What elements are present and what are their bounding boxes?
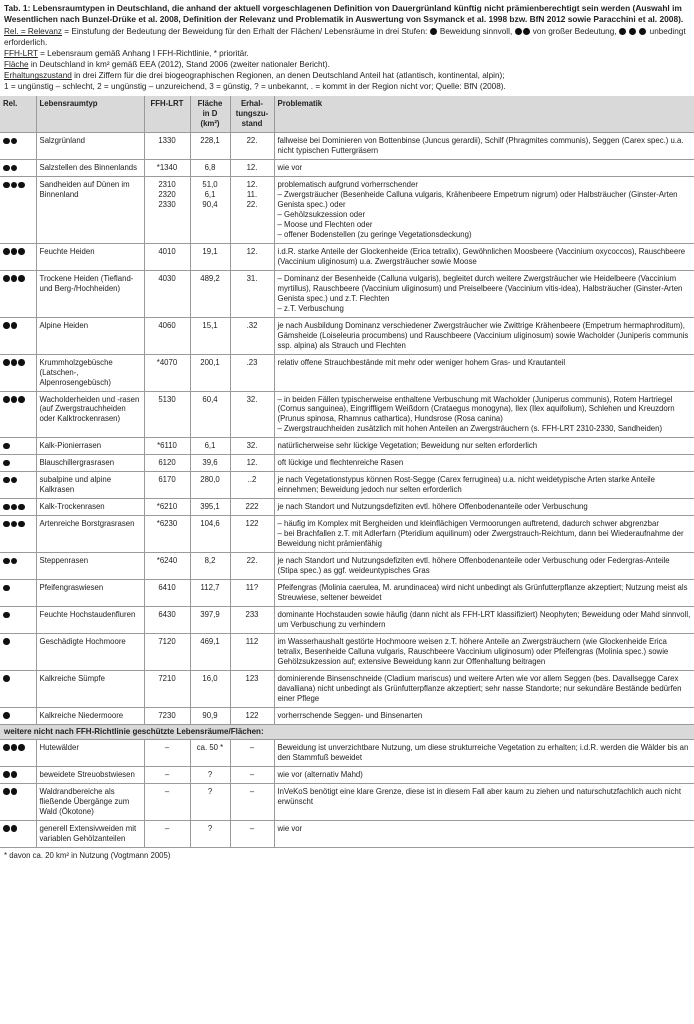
lebensraumtyp-cell: Hutewälder bbox=[36, 739, 144, 766]
problematik-line: – häufig im Komplex mit Bergheiden und kleinflächigen Vermoorungen auftretend, dadurch schwer abgrenzbar bbox=[277, 519, 659, 529]
dot-icon bbox=[430, 28, 437, 35]
dot-icon bbox=[3, 612, 10, 619]
problematik-cell bbox=[274, 499, 694, 516]
ffh-lrt-cell: 4030 bbox=[144, 270, 190, 317]
dot-icon bbox=[18, 359, 25, 366]
note-ez-scale: 1 = ungünstig – schlecht, 2 = ungünstig – unzureichend, 3 = günstig, ? = unbekannt, . = kommt in der Region nicht vor; Quelle: BfN (2008). bbox=[4, 82, 506, 92]
dot-icon bbox=[11, 788, 18, 795]
lebensraumtyp-cell: Krummholzgebüsche (Latschen-, Alpenrosengebüsch) bbox=[36, 354, 144, 391]
lebensraumtyp-cell: subalpine und alpine Kalkrasen bbox=[36, 472, 144, 499]
table-row bbox=[0, 438, 694, 455]
problematik-cell bbox=[274, 820, 694, 847]
table-row bbox=[0, 354, 694, 391]
dot-icon bbox=[11, 359, 18, 366]
ffh-lrt-cell: *6110 bbox=[144, 438, 190, 455]
dot-icon bbox=[3, 521, 10, 528]
dot-icon bbox=[3, 744, 10, 751]
dot-icon bbox=[3, 504, 10, 511]
table-row bbox=[0, 317, 694, 354]
dot-icon bbox=[18, 248, 25, 255]
dot-icon bbox=[3, 585, 10, 592]
problematik-line: im Wasserhaushalt gestörte Hochmoore weisen z.T. höhere Anteile an Zwergsträuchern (wie Glockenheide Erica tetralix, Besenheide Calluna vulgaris, Rauschbeere Vaccinium uliginosum) oder Pfeifengras (Molinia spec.) sowie Gehölzsukzession auf; extensive Beweidung kann zur Offenhaltung beitragen bbox=[277, 636, 669, 666]
problematik-line: – offener Bodenstellen (zu geringe Vegetationsdeckung) bbox=[277, 229, 472, 239]
table-row bbox=[0, 553, 694, 580]
ffh-lrt-cell: 1330 bbox=[144, 133, 190, 160]
flaeche-cell: ? bbox=[190, 783, 230, 820]
lebensraumtyp-cell: Artenreiche Borstgrasrasen bbox=[36, 516, 144, 553]
ffh-lrt-cell: 7120 bbox=[144, 633, 190, 670]
problematik-line: wie vor bbox=[277, 163, 303, 173]
lebensraumtyp-cell: Kalkreiche Niedermoore bbox=[36, 707, 144, 724]
table-row bbox=[0, 766, 694, 783]
header-ffh-lrt: FFH-LRT bbox=[144, 96, 190, 132]
problematik-line: wie vor bbox=[277, 823, 303, 833]
problematik-cell bbox=[274, 317, 694, 354]
table-row bbox=[0, 670, 694, 707]
flaeche-cell: 90,9 bbox=[190, 707, 230, 724]
flaeche-cell: 228,1 bbox=[190, 133, 230, 160]
dot-icon bbox=[3, 825, 10, 832]
problematik-line: – in beiden Fällen typischerweise enthaltene Verbuschung mit Wacholder (Juniperus communis), Rotem Hartriegel (Cornus sanguinea), Eingriffligem Weißdorn (Crataegus monogyna), Ilex (Ilex aquifolium), Schlehen und Kreuzdorn (Prunus spinosa, Rhamnus cathartica), Hundsrose (Rosa canina) bbox=[277, 394, 675, 424]
relevance-dots bbox=[0, 438, 36, 455]
flaeche-cell: ca. 50 * bbox=[190, 739, 230, 766]
dot-icon bbox=[3, 396, 10, 403]
dot-icon bbox=[11, 322, 18, 329]
erhaltungszustand-cell: 12. 11. 22. bbox=[230, 177, 274, 244]
lebensraumtyp-cell: Wacholderheiden und -rasen (auf Zwergstrauchheiden oder Kalktrockenrasen) bbox=[36, 391, 144, 438]
problematik-cell bbox=[274, 438, 694, 455]
problematik-cell bbox=[274, 354, 694, 391]
table-row bbox=[0, 607, 694, 634]
dot-icon bbox=[11, 182, 18, 189]
header-flaeche: Fläche in D (km²) bbox=[190, 96, 230, 132]
lebensraumtyp-cell: Blauschillergrasrasen bbox=[36, 455, 144, 472]
table-row bbox=[0, 133, 694, 160]
lebensraumtyp-cell: Kalk-Trockenrasen bbox=[36, 499, 144, 516]
problematik-line: Pfeifengras (Molinia caerulea, M. arundinacea) wird nicht unbedingt als Grünfutterpflanze akzeptiert; Nutzung meist als Streuwiese, seltener beweidet bbox=[277, 583, 688, 603]
flaeche-cell: 112,7 bbox=[190, 580, 230, 607]
table-row bbox=[0, 516, 694, 553]
problematik-cell bbox=[274, 270, 694, 317]
table-caption: Tab. 1: Lebensraumtypen in Deutschland, die anhand der aktuell vorgeschlagenen Definition von Dauergrünland künftig nicht prämienberechtigt sein werden (Auswahl im Wesentlichen nach Bunzel-Drüke et al. 2008, Definition der Relevanz und Problematik in Auswertung von Ssymanck et al. 1998 bzw. BfN 2012 sowie Paracchini et al. 2008). bbox=[4, 3, 684, 25]
dot-icon bbox=[11, 558, 18, 565]
erhaltungszustand-cell: 233 bbox=[230, 607, 274, 634]
lebensraumtyp-cell: Geschädigte Hochmoore bbox=[36, 633, 144, 670]
relevance-dots bbox=[0, 499, 36, 516]
relevance-dots bbox=[0, 317, 36, 354]
footnote: * davon ca. 20 km² in Nutzung (Vogtmann 2005) bbox=[4, 850, 171, 860]
dot-icon bbox=[11, 504, 18, 511]
erhaltungszustand-cell: – bbox=[230, 820, 274, 847]
ffh-lrt-cell: – bbox=[144, 739, 190, 766]
table-row bbox=[0, 707, 694, 724]
dot-icon bbox=[11, 396, 18, 403]
ffh-lrt-cell: 6430 bbox=[144, 607, 190, 634]
table-row bbox=[0, 633, 694, 670]
problematik-line: dominante Hochstauden sowie häufig (dann nicht als FFH-LRT klassifiziert) Neophyten; Beweidung oder Mahd sinnvoll, um Verbuschung zu verhindern bbox=[277, 610, 691, 629]
dot-icon bbox=[3, 248, 10, 255]
dot-icon bbox=[11, 477, 18, 484]
problematik-cell bbox=[274, 783, 694, 820]
relevance-dots bbox=[0, 783, 36, 820]
flaeche-cell: 19,1 bbox=[190, 243, 230, 270]
erhaltungszustand-cell: ..2 bbox=[230, 472, 274, 499]
problematik-line: InVeKoS benötigt eine klare Grenze, diese ist in diesem Fall aber kaum zu ziehen und naturschutzfachlich auch nicht erwünscht bbox=[277, 786, 682, 806]
relevance-dots bbox=[0, 455, 36, 472]
problematik-cell bbox=[274, 580, 694, 607]
ffh-lrt-cell: – bbox=[144, 766, 190, 783]
lebensraumtyp-cell: Feuchte Heiden bbox=[36, 243, 144, 270]
flaeche-cell: 280,0 bbox=[190, 472, 230, 499]
dot-icon bbox=[3, 675, 10, 682]
erhaltungszustand-cell: 123 bbox=[230, 670, 274, 707]
lebensraumtyp-cell: Pfeifengraswiesen bbox=[36, 580, 144, 607]
dot-icon bbox=[18, 744, 25, 751]
dot-icon bbox=[619, 28, 626, 35]
problematik-line: je nach Standort und Nutzungsdefiziten evtl. höhere Offenbodenanteile oder Verbuschung bbox=[277, 502, 588, 512]
erhaltungszustand-cell: 12. bbox=[230, 160, 274, 177]
flaeche-cell: ? bbox=[190, 766, 230, 783]
lebensraumtyp-cell: Sandheiden auf Dünen im Binnenland bbox=[36, 177, 144, 244]
dot-icon bbox=[3, 712, 10, 719]
dot-icon bbox=[3, 322, 10, 329]
problematik-cell bbox=[274, 607, 694, 634]
erhaltungszustand-cell: 222 bbox=[230, 499, 274, 516]
problematik-line: vorherrschende Seggen- und Binsenarten bbox=[277, 710, 423, 720]
erhaltungszustand-cell: 12. bbox=[230, 455, 274, 472]
dot-icon bbox=[18, 182, 25, 189]
ffh-lrt-cell: *6210 bbox=[144, 499, 190, 516]
dot-icon bbox=[18, 521, 25, 528]
flaeche-cell: 51,0 6,1 90,4 bbox=[190, 177, 230, 244]
problematik-line: – Moose und Flechten oder bbox=[277, 219, 373, 229]
problematik-line: – bei Brachfallen z.T. mit Adlerfarn (Pteridium aquilinum) oder Zwergstrauch-Reichtum, dann bei Wiederaufnahme der Beweidung nicht prämienfähig bbox=[277, 529, 684, 549]
problematik-cell bbox=[274, 766, 694, 783]
flaeche-cell: 60,4 bbox=[190, 391, 230, 438]
erhaltungszustand-cell: .23 bbox=[230, 354, 274, 391]
lebensraumtyp-cell: Salzgrünland bbox=[36, 133, 144, 160]
dot-icon bbox=[629, 28, 636, 35]
lebensraumtyp-cell: Kalkreiche Sümpfe bbox=[36, 670, 144, 707]
erhaltungszustand-cell: 22. bbox=[230, 553, 274, 580]
erhaltungszustand-cell: 12. bbox=[230, 243, 274, 270]
erhaltungszustand-cell: 122 bbox=[230, 516, 274, 553]
dot-icon bbox=[18, 275, 25, 282]
ffh-lrt-cell: 4060 bbox=[144, 317, 190, 354]
relevance-dots bbox=[0, 766, 36, 783]
flaeche-cell: 104,6 bbox=[190, 516, 230, 553]
flaeche-cell: 39,6 bbox=[190, 455, 230, 472]
lebensraumtyp-cell: beweidete Streuobstwiesen bbox=[36, 766, 144, 783]
relevance-dots bbox=[0, 707, 36, 724]
dot-icon bbox=[11, 138, 18, 145]
problematik-line: natürlicherweise sehr lückige Vegetation; Beweidung nur selten erforderlich bbox=[277, 441, 538, 451]
table-row bbox=[0, 243, 694, 270]
lebensraumtyp-cell: Kalk-Pionierrasen bbox=[36, 438, 144, 455]
lebensraumtyp-cell: Trockene Heiden (Tiefland- und Berg-/Hochheiden) bbox=[36, 270, 144, 317]
problematik-line: oft lückige und flechtenreiche Rasen bbox=[277, 458, 404, 468]
lebensraumtyp-cell: Salzstellen des Binnenlands bbox=[36, 160, 144, 177]
erhaltungszustand-cell: – bbox=[230, 766, 274, 783]
erhaltungszustand-cell: 32. bbox=[230, 438, 274, 455]
flaeche-cell: 15,1 bbox=[190, 317, 230, 354]
flaeche-cell: 16,0 bbox=[190, 670, 230, 707]
erhaltungszustand-cell: 22. bbox=[230, 133, 274, 160]
ffh-lrt-cell: 7210 bbox=[144, 670, 190, 707]
table-row bbox=[0, 472, 694, 499]
header-lebensraumtyp: Lebensraumtyp bbox=[36, 96, 144, 132]
lebensraumtyp-cell: Steppenrasen bbox=[36, 553, 144, 580]
flaeche-cell: 469,1 bbox=[190, 633, 230, 670]
flaeche-cell: 8,2 bbox=[190, 553, 230, 580]
section-header-row bbox=[0, 724, 694, 739]
ffh-lrt-cell: 6410 bbox=[144, 580, 190, 607]
habitat-table bbox=[0, 96, 694, 847]
relevance-dots bbox=[0, 243, 36, 270]
dot-icon bbox=[11, 825, 18, 832]
lebensraumtyp-cell: Feuchte Hochstaudenfluren bbox=[36, 607, 144, 634]
problematik-cell bbox=[274, 707, 694, 724]
problematik-line: relativ offene Strauchbestände mit mehr oder weniger hohem Gras- und Krautanteil bbox=[277, 357, 566, 367]
problematik-cell bbox=[274, 633, 694, 670]
dot-icon bbox=[639, 28, 646, 35]
relevance-dots bbox=[0, 739, 36, 766]
relevance-dots bbox=[0, 670, 36, 707]
flaeche-cell: 489,2 bbox=[190, 270, 230, 317]
relevance-dots bbox=[0, 270, 36, 317]
table-row bbox=[0, 391, 694, 438]
dot-icon bbox=[3, 477, 10, 484]
ffh-lrt-cell: 6120 bbox=[144, 455, 190, 472]
table-row bbox=[0, 783, 694, 820]
problematik-cell bbox=[274, 516, 694, 553]
erhaltungszustand-cell: 122 bbox=[230, 707, 274, 724]
relevance-dots bbox=[0, 607, 36, 634]
lebensraumtyp-cell: Waldrandbereiche als fließende Übergänge zum Wald (Ökotone) bbox=[36, 783, 144, 820]
dot-icon bbox=[3, 638, 10, 645]
relevance-dots bbox=[0, 580, 36, 607]
problematik-line: wie vor (alternativ Mahd) bbox=[277, 769, 363, 779]
dot-icon bbox=[3, 165, 10, 172]
erhaltungszustand-cell: 11? bbox=[230, 580, 274, 607]
relevance-dots bbox=[0, 160, 36, 177]
dot-icon bbox=[11, 275, 18, 282]
ffh-lrt-cell: 6170 bbox=[144, 472, 190, 499]
lebensraumtyp-cell: generell Extensivweiden mit variablen Gehölzanteilen bbox=[36, 820, 144, 847]
ffh-lrt-cell: 2310 2320 2330 bbox=[144, 177, 190, 244]
problematik-line: Beweidung ist unverzichtbare Nutzung, um diese strukturreiche Vegetation zu erhalten; i.d.R. werden die Wälder bis an den Stammfuß beweidet bbox=[277, 742, 689, 762]
dot-icon bbox=[3, 359, 10, 366]
problematik-line: – Gehölzsukzession oder bbox=[277, 209, 366, 219]
dot-icon bbox=[3, 275, 10, 282]
lebensraumtyp-cell: Alpine Heiden bbox=[36, 317, 144, 354]
dot-icon bbox=[523, 28, 530, 35]
table-row bbox=[0, 455, 694, 472]
note-relevanz: Rel. = Relevanz = Einstufung der Bedeutung der Beweidung für den Erhalt der Flächen/ Lebensräume in drei Stufen: Beweidung sinnvoll, von großer Bedeutung, unbedingt erforderlich. bbox=[4, 27, 686, 48]
dot-icon bbox=[3, 460, 10, 467]
relevance-dots bbox=[0, 354, 36, 391]
note-flaeche: Fläche in Deutschland in km² gemäß EEA (2012), Stand 2006 (zweiter nationaler Bericht). bbox=[4, 60, 330, 70]
relevance-dots bbox=[0, 472, 36, 499]
problematik-line: dominierende Binsenschneide (Cladium mariscus) und weitere Arten wie vor allem Seggen (bes. Davallsegge Carex davalliana) nicht unbedingt als Grünfutterpflanze akzeptiert; sehr nasse Standorte; nur sekundäre Bestände bedürfen einer Pflege bbox=[277, 673, 682, 703]
ffh-lrt-cell: *6240 bbox=[144, 553, 190, 580]
table-header-row bbox=[0, 96, 694, 132]
note-erhaltungszustand: Erhaltungszustand in drei Ziffern für die drei biogeographischen Regionen, an denen Deutschland Anteil hat (atlantisch, kontinental, alpin); bbox=[4, 71, 505, 81]
problematik-cell bbox=[274, 739, 694, 766]
relevance-dots bbox=[0, 820, 36, 847]
problematik-cell bbox=[274, 177, 694, 244]
problematik-cell bbox=[274, 553, 694, 580]
dot-icon bbox=[18, 396, 25, 403]
problematik-cell bbox=[274, 472, 694, 499]
ffh-lrt-cell: *1340 bbox=[144, 160, 190, 177]
dot-icon bbox=[3, 558, 10, 565]
ffh-lrt-cell: *4070 bbox=[144, 354, 190, 391]
erhaltungszustand-cell: 31. bbox=[230, 270, 274, 317]
erhaltungszustand-cell: .32 bbox=[230, 317, 274, 354]
table-row bbox=[0, 739, 694, 766]
dot-icon bbox=[3, 182, 10, 189]
ffh-lrt-cell: – bbox=[144, 820, 190, 847]
legend-notes bbox=[0, 25, 694, 93]
problematik-line: i.d.R. starke Anteile der Glockenheide (Erica tetralix), Gewöhnlichen Moosbeere (Vaccinium oxycoccos), Rauschbeere (Vaccinium uliginosum) u.a. Zwergsträucher sowie Moose bbox=[277, 246, 686, 266]
dot-icon bbox=[3, 788, 10, 795]
problematik-line: – z.T. Verbuschung bbox=[277, 303, 344, 313]
relevance-dots bbox=[0, 553, 36, 580]
flaeche-cell: 397,9 bbox=[190, 607, 230, 634]
dot-icon bbox=[515, 28, 522, 35]
flaeche-cell: ? bbox=[190, 820, 230, 847]
header-problematik: Problematik bbox=[274, 96, 694, 132]
flaeche-cell: 395,1 bbox=[190, 499, 230, 516]
dot-icon bbox=[11, 521, 18, 528]
flaeche-cell: 200,1 bbox=[190, 354, 230, 391]
problematik-line: je nach Standort und Nutzungsdefiziten evtl. höhere Offenbodenanteile oder Verbuschung oder Federgras-Anteile (Stipa spec.) as ggf. weideuntypisches Gras bbox=[277, 556, 670, 576]
table-row bbox=[0, 177, 694, 244]
problematik-cell bbox=[274, 160, 694, 177]
relevance-dots bbox=[0, 391, 36, 438]
problematik-line: problematisch aufgrund vorherrschender bbox=[277, 180, 418, 190]
problematik-cell bbox=[274, 391, 694, 438]
problematik-cell bbox=[274, 455, 694, 472]
dot-icon bbox=[3, 443, 10, 450]
erhaltungszustand-cell: – bbox=[230, 783, 274, 820]
header-erhaltungszustand: Erhal-tungszu-stand bbox=[230, 96, 274, 132]
section-title: weitere nicht nach FFH-Richtlinie geschützte Lebensräume/Flächen: bbox=[0, 724, 694, 739]
relevance-dots bbox=[0, 516, 36, 553]
erhaltungszustand-cell: 32. bbox=[230, 391, 274, 438]
ffh-lrt-cell: 4010 bbox=[144, 243, 190, 270]
table-row bbox=[0, 580, 694, 607]
flaeche-cell: 6,8 bbox=[190, 160, 230, 177]
erhaltungszustand-cell: – bbox=[230, 739, 274, 766]
problematik-cell bbox=[274, 670, 694, 707]
ffh-lrt-cell: *6230 bbox=[144, 516, 190, 553]
dot-icon bbox=[11, 771, 18, 778]
erhaltungszustand-cell: 112 bbox=[230, 633, 274, 670]
dot-icon bbox=[18, 504, 25, 511]
relevance-dots bbox=[0, 133, 36, 160]
relevance-dots bbox=[0, 633, 36, 670]
relevance-dots bbox=[0, 177, 36, 244]
table-row bbox=[0, 160, 694, 177]
table-row bbox=[0, 270, 694, 317]
problematik-line: – Dominanz der Besenheide (Calluna vulgaris), begleitet durch weitere Zwergsträucher wie Heidelbeere (Vaccinium myrtillus), Rauschbeere (Vaccinium uliginosum) und Preiselbeere (Vaccinium vitis-idea), Halbsträucher (Ginster-Arten Genista spec.) und z.T. Flechten bbox=[277, 273, 683, 303]
problematik-cell bbox=[274, 243, 694, 270]
dot-icon bbox=[11, 248, 18, 255]
flaeche-cell: 6,1 bbox=[190, 438, 230, 455]
dot-icon bbox=[11, 165, 18, 172]
dot-icon bbox=[11, 744, 18, 751]
dot-icon bbox=[3, 138, 10, 145]
note-ffh: FFH-LRT = Lebensraum gemäß Anhang I FFH-Richtlinie, * prioritär. bbox=[4, 49, 249, 59]
dot-icon bbox=[3, 771, 10, 778]
problematik-line: – Zwergstrauchheiden zusätzlich mit hohen Anteilen an Zwergsträuchern (s. FFH-LRT 2310-2330, Sandheiden) bbox=[277, 424, 663, 434]
ffh-lrt-cell: – bbox=[144, 783, 190, 820]
problematik-line: – Zwergsträucher (Besenheide Calluna vulgaris, Krähenbeere Empetrum nigrum) oder Halbsträucher (Ginster-Arten Genista spec.) oder bbox=[277, 190, 678, 209]
table-row bbox=[0, 499, 694, 516]
ffh-lrt-cell: 5130 bbox=[144, 391, 190, 438]
header-rel: Rel. bbox=[0, 96, 36, 132]
ffh-lrt-cell: 7230 bbox=[144, 707, 190, 724]
table-row bbox=[0, 820, 694, 847]
problematik-line: fallweise bei Dominieren von Bottenbinse (Juncus gerardii), Schilf (Phragmites communis), Seggen (Carex spec.) u.a. nicht typischen Futtergräsern bbox=[277, 136, 684, 156]
problematik-cell bbox=[274, 133, 694, 160]
problematik-line: je nach Ausbildung Dominanz verschiedener Zwergsträucher wie Zwittrige Krähenbeere (Empetrum hermaphroditum), Gämsheide (Loiseleuria procumbens) und Rauschbeere (Vaccinium uliginosum) sowie Wacholder (Juniperis communis ssp. alpina) als Strauch und Flechten bbox=[277, 320, 689, 350]
problematik-line: je nach Vegetationstypus können Rost-Segge (Carex ferruginea) u.a. nicht weidetypische Arten starke Anteile einnehmen; Beweidung jedoch nur selten erforderlich bbox=[277, 475, 656, 495]
